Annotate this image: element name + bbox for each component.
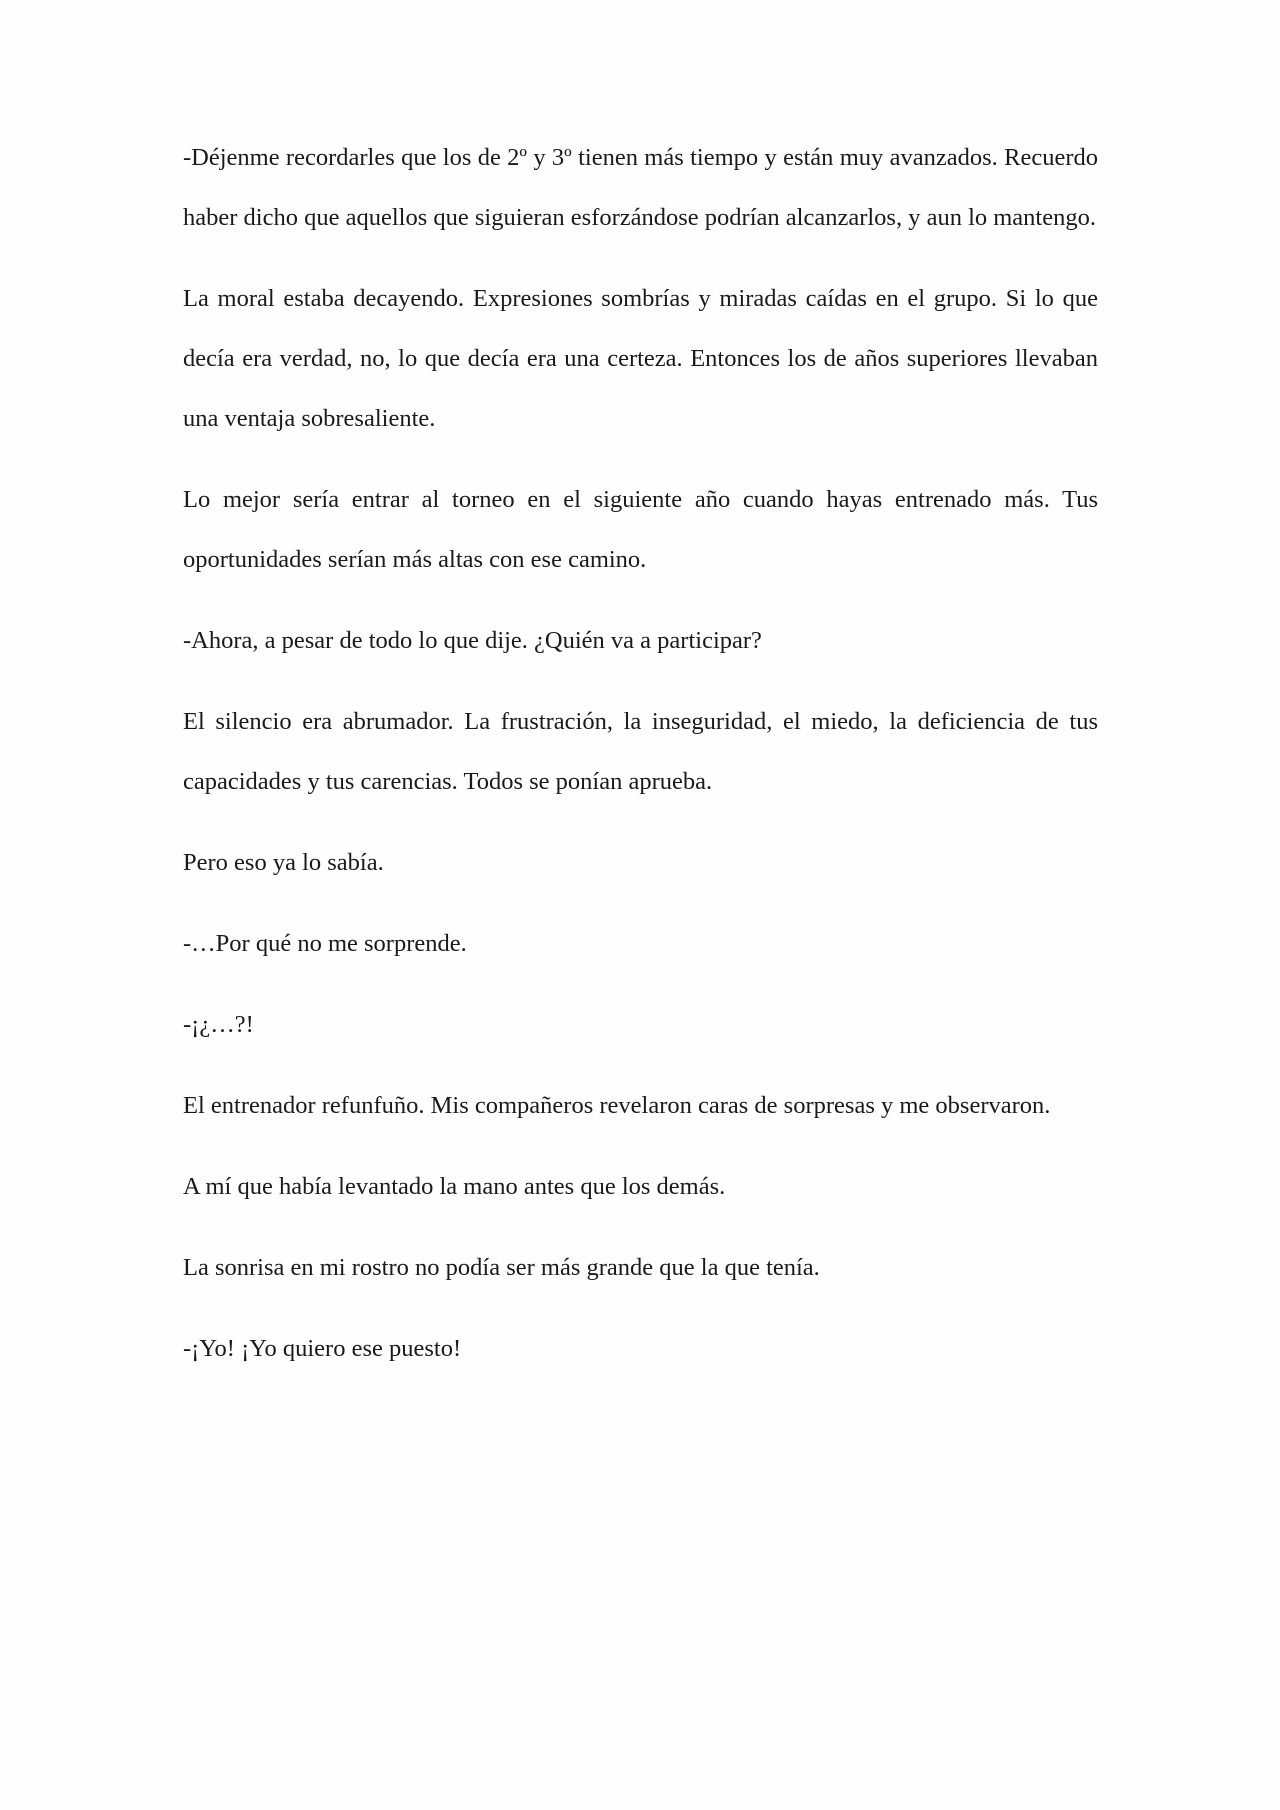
paragraph: Pero eso ya lo sabía. [183, 849, 384, 876]
paragraph: El silencio era abrumador. La frustración, la inseguridad, el miedo, la deficiencia de tus capacidades y tus carencias. Todos se ponían aprueba. [183, 708, 1098, 795]
paragraph: A mí que había levantado la mano antes que los demás. [183, 1173, 726, 1200]
paragraph: La moral estaba decayendo. Expresiones sombrías y miradas caídas en el grupo. Si lo que decía era verdad, no, lo que decía era una certeza. Entonces los de años superiores llevaban una ventaja sobresaliente. [183, 285, 1098, 432]
paragraph: -¡Yo! ¡Yo quiero ese puesto! [183, 1335, 462, 1362]
paragraph: -¡¿…?! [183, 1011, 254, 1038]
paragraph: -Déjenme recordarles que los de 2º y 3º tienen más tiempo y están muy avanzados. Recuerdo haber dicho que aquellos que siguieran esforzándose podrían alcanzarlos, y aun lo mantengo. [183, 144, 1098, 231]
paragraph: Lo mejor sería entrar al torneo en el siguiente año cuando hayas entrenado más. Tus oportunidades serían más altas con ese camino. [183, 486, 1098, 573]
paragraph: El entrenador refunfuño. Mis compañeros revelaron caras de sorpresas y me observaron. [183, 1092, 1051, 1119]
paragraph: La sonrisa en mi rostro no podía ser más grande que la que tenía. [183, 1254, 820, 1281]
paragraph: -Ahora, a pesar de todo lo que dije. ¿Quién va a participar? [183, 627, 762, 654]
paragraph: -…Por qué no me sorprende. [183, 930, 467, 957]
